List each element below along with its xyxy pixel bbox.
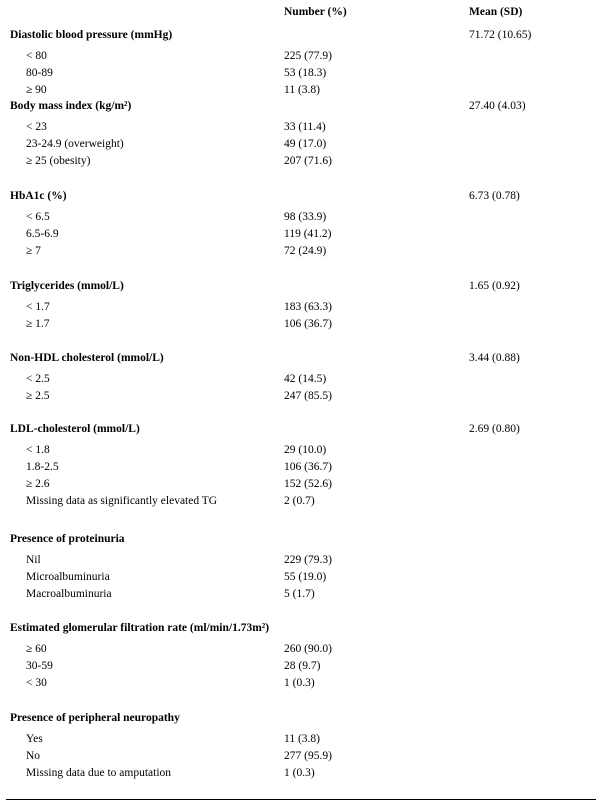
section-title: Presence of peripheral neuropathy	[10, 712, 180, 724]
section-heading-row	[0, 27, 602, 43]
table-row	[0, 765, 602, 781]
table-row	[0, 48, 602, 64]
row-number: 277 (95.9)	[284, 749, 332, 762]
row-label: Nil	[26, 553, 41, 566]
section-title: Triglycerides (mmol/L)	[10, 280, 124, 292]
row-number: 183 (63.3)	[284, 300, 332, 313]
row-number: 2 (0.7)	[284, 495, 315, 508]
section-heading-row	[0, 278, 602, 294]
table-row	[0, 299, 602, 315]
number-column-header: Number (%)	[284, 6, 347, 18]
row-label: Yes	[26, 732, 43, 745]
section-heading-row	[0, 188, 602, 204]
row-number: 1 (0.3)	[284, 767, 315, 780]
row-label: < 23	[26, 120, 47, 133]
row-number: 5 (1.7)	[284, 588, 315, 601]
row-label: < 1.8	[26, 443, 50, 456]
section-mean: 71.72 (10.65)	[469, 29, 532, 41]
row-number: 207 (71.6)	[284, 155, 332, 168]
row-number: 28 (9.7)	[284, 659, 321, 672]
row-label: Macroalbuminuria	[26, 588, 112, 601]
table-row	[0, 459, 602, 475]
row-label: ≥ 7	[26, 245, 41, 258]
table-row	[0, 388, 602, 404]
table-row	[0, 82, 602, 98]
section-title: Presence of proteinuria	[10, 533, 125, 545]
table-row	[0, 226, 602, 242]
row-number: 53 (18.3)	[284, 66, 327, 79]
row-number: 11 (3.8)	[284, 84, 320, 97]
row-label: 80-89	[26, 66, 53, 79]
section-title: Non-HDL cholesterol (mmol/L)	[10, 352, 164, 364]
table-row	[0, 569, 602, 585]
row-label: ≥ 2.6	[26, 478, 50, 491]
row-number: 55 (19.0)	[284, 570, 327, 583]
section-title: Estimated glomerular filtration rate (ml/min/1.73m²)	[10, 622, 270, 634]
row-number: 49 (17.0)	[284, 137, 327, 150]
section-heading-row	[0, 350, 602, 366]
table-bottom-rule	[6, 799, 596, 800]
section-mean: 6.73 (0.78)	[469, 190, 520, 202]
row-number: 106 (36.7)	[284, 317, 332, 330]
row-number: 152 (52.6)	[284, 478, 332, 491]
row-label: < 6.5	[26, 210, 50, 223]
row-label: No	[26, 749, 41, 762]
section-heading-row	[0, 531, 602, 547]
table-row	[0, 243, 602, 259]
section-heading-row	[0, 710, 602, 726]
section-heading-row	[0, 98, 602, 114]
section-title: Body mass index (kg/m²)	[10, 100, 132, 112]
row-number: 98 (33.9)	[284, 210, 327, 223]
row-number: 29 (10.0)	[284, 443, 327, 456]
row-label: ≥ 1.7	[26, 317, 50, 330]
table-row	[0, 153, 602, 169]
table-header	[0, 4, 602, 20]
row-label: Missing data due to amputation	[26, 767, 172, 780]
table-row	[0, 65, 602, 81]
row-label: 6.5-6.9	[26, 227, 59, 240]
table-row	[0, 442, 602, 458]
row-label: Missing data as significantly elevated TG	[26, 495, 218, 508]
section-mean: 1.65 (0.92)	[469, 280, 520, 292]
row-label: ≥ 2.5	[26, 389, 50, 402]
mean-column-header: Mean (SD)	[469, 6, 523, 18]
section-title: LDL-cholesterol (mmol/L)	[10, 423, 140, 435]
table-row	[0, 476, 602, 492]
row-label: 23-24.9 (overweight)	[26, 137, 124, 150]
table-row	[0, 119, 602, 135]
section-heading-row	[0, 421, 602, 437]
row-number: 72 (24.9)	[284, 245, 327, 258]
section-mean: 3.44 (0.88)	[469, 352, 520, 364]
table-row	[0, 586, 602, 602]
table-row	[0, 748, 602, 764]
row-number: 229 (79.3)	[284, 553, 332, 566]
row-number: 119 (41.2)	[284, 227, 332, 240]
table-row	[0, 316, 602, 332]
table-row	[0, 641, 602, 657]
section-mean: 27.40 (4.03)	[469, 100, 526, 112]
row-label: ≥ 90	[26, 84, 47, 97]
table-row	[0, 136, 602, 152]
table-row	[0, 675, 602, 691]
row-label: < 1.7	[26, 300, 50, 313]
row-label: ≥ 60	[26, 642, 47, 655]
row-number: 260 (90.0)	[284, 642, 332, 655]
row-label: ≥ 25 (obesity)	[26, 155, 91, 168]
row-label: < 2.5	[26, 372, 50, 385]
row-number: 11 (3.8)	[284, 732, 320, 745]
row-number: 1 (0.3)	[284, 677, 315, 690]
table-row	[0, 371, 602, 387]
row-label: 1.8-2.5	[26, 460, 59, 473]
row-number: 247 (85.5)	[284, 389, 332, 402]
row-number: 42 (14.5)	[284, 372, 327, 385]
table-row	[0, 658, 602, 674]
row-label: < 30	[26, 677, 47, 690]
row-number: 33 (11.4)	[284, 120, 326, 133]
row-label: < 80	[26, 49, 47, 62]
section-title: Diastolic blood pressure (mmHg)	[10, 29, 173, 41]
table-row	[0, 493, 602, 509]
row-label: Microalbuminuria	[26, 570, 110, 583]
section-title: HbA1c (%)	[10, 190, 67, 202]
table-row	[0, 731, 602, 747]
section-mean: 2.69 (0.80)	[469, 423, 520, 435]
row-label: 30-59	[26, 659, 53, 672]
table-row	[0, 552, 602, 568]
row-number: 225 (77.9)	[284, 49, 332, 62]
table-row	[0, 209, 602, 225]
row-number: 106 (36.7)	[284, 460, 332, 473]
section-heading-row	[0, 620, 602, 636]
